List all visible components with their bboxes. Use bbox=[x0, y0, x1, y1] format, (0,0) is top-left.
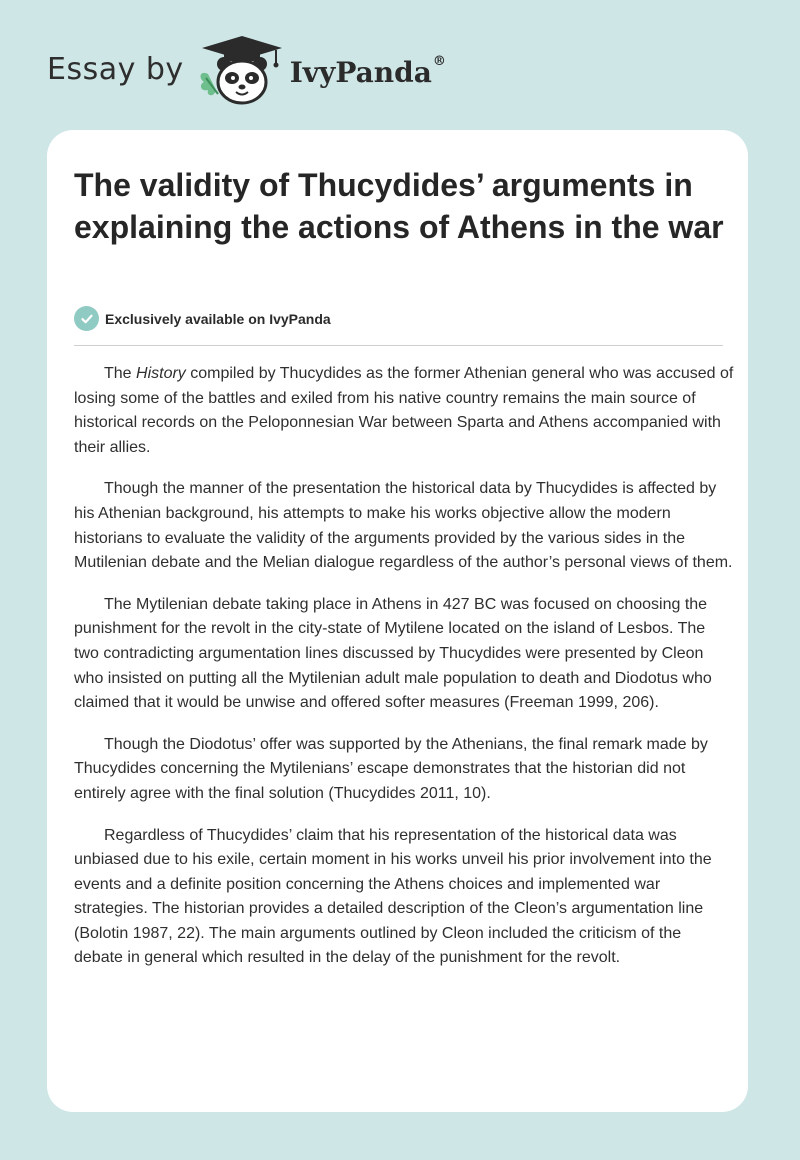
panda-graduate-logo-icon[interactable] bbox=[196, 34, 288, 106]
check-circle-icon bbox=[74, 306, 99, 331]
page-title: The validity of Thucydides’ arguments in explaining the actions of Athens in the war bbox=[74, 167, 724, 245]
exclusive-badge bbox=[74, 306, 331, 331]
brand-name[interactable] bbox=[289, 53, 446, 89]
paragraph-3: The Mytilenian debate taking place in Athens in 427 BC was focused on choosing the punishment for the revolt in the city-state of Mytilene located on the island of Lesbos. The two contradicting argumentation lines discussed by Thucydides were presented by Cleon who insisted on putting all the Mytilenian adult male population to death and Diodotus who claimed that it would be unwise and offered softer measures (Freeman 1999, 206). bbox=[74, 595, 712, 712]
paragraph-1-italic: History bbox=[136, 365, 186, 382]
exclusive-label: Exclusively available on IvyPanda bbox=[105, 310, 331, 327]
paragraph-2: Though the manner of the presentation the historical data by Thucydides is affected by his Athenian background, his attempts to make his works objective allow the modern historians to evaluate the validity of the arguments provided by the various sides in the Mutilenian debate and the Melian dialogue regardless of the author’s personal views of them. bbox=[74, 480, 733, 572]
essay-body bbox=[74, 362, 734, 988]
leaf-icon bbox=[200, 73, 217, 95]
paragraph-1-rest: compiled by Thucydides as the former Athenian general who was accused of losing some of the battles and exiled from his native country remains the main source of historical records on the Peloponnesian War between Sparta and Athens accompanied with their allies. bbox=[74, 365, 734, 456]
paragraph-1 bbox=[74, 362, 734, 460]
paragraph-4: Though the Diodotus’ offer was supported by the Athenians, the final remark made by Thucydides concerning the Mytilenians’ escape demonstrates that the historian did not entirely agree with the final solution (Thucydides 2011, 10). bbox=[74, 735, 708, 802]
divider bbox=[74, 345, 723, 346]
panda-head-icon bbox=[217, 57, 267, 103]
paragraph-5: Regardless of Thucydides’ claim that his representation of the historical data was unbiased due to his exile, certain moment in his works unveil his prior involvement into the events and a definite position concerning the Athens choices and implemented war strategies. The historian provides a detailed description of the Cleon’s argumentation line (Bolotin 1987, 22). The main arguments outlined by Cleon included the criticism of the debate in general which resulted in the delay of the punishment for the revolt. bbox=[74, 826, 712, 967]
site-header bbox=[47, 34, 446, 106]
essay-card bbox=[47, 130, 748, 1112]
essay-by-label: Essay by bbox=[47, 51, 184, 87]
brand-name-text: IvyPanda bbox=[289, 55, 432, 89]
registered-mark: ® bbox=[432, 53, 446, 69]
paragraph-1-start: The bbox=[104, 365, 137, 382]
